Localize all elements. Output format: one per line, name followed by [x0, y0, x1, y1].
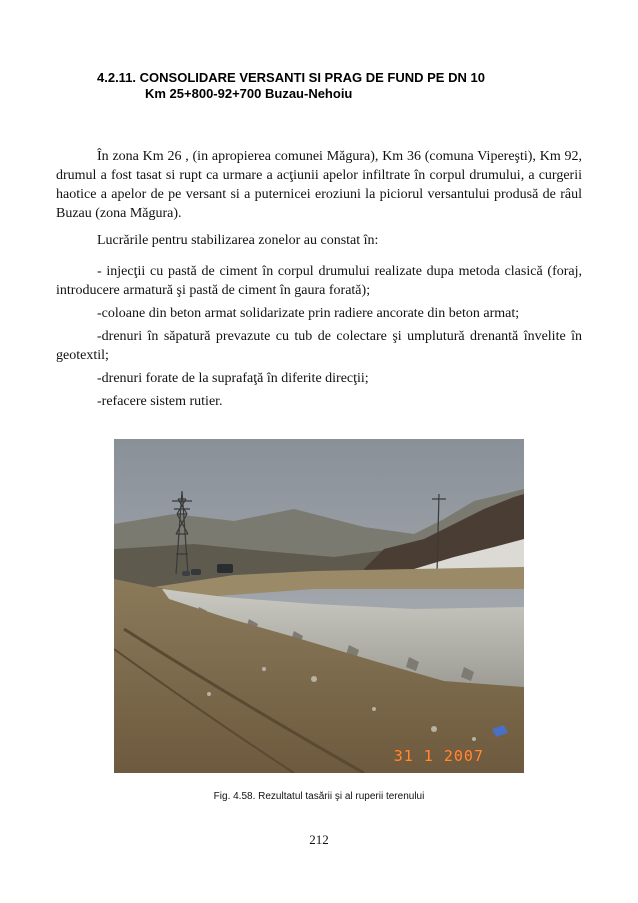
works-list-item: -drenuri în săpatură prevazute cu tub de colectare şi umplutură drenantă învelite în geotextil;: [56, 329, 582, 363]
works-list-item: -coloane din beton armat solidarizate prin radiere ancorate din beton armat;: [97, 306, 520, 321]
site-photo: [114, 439, 524, 773]
section-heading: [97, 70, 485, 102]
page-number: 212: [309, 832, 329, 847]
works-intro-block: [56, 231, 582, 250]
intro-paragraph-block: [56, 147, 582, 223]
works-list-item: - injecţii cu pastă de ciment în corpul drumului realizate dupa metoda clasică (foraj, introducere armatură şi pastă de ciment în gaura forată);: [56, 264, 582, 298]
photo-date-stamp: 31 1 2007: [393, 747, 484, 765]
works-list: [56, 262, 582, 411]
works-intro-paragraph: Lucrările pentru stabilizarea zonelor au constat în:: [97, 233, 379, 248]
works-list-item: -drenuri forate de la suprafaţă în diferite direcţii;: [97, 371, 369, 386]
section-heading-subtitle: Km 25+800-92+700 Buzau-Nehoiu: [145, 86, 353, 101]
landslide-photo-illustration: [114, 439, 524, 773]
figure-caption: Fig. 4.58. Rezultatul tasării şi al ruperii terenului: [213, 791, 425, 802]
section-heading-title: 4.2.11. CONSOLIDARE VERSANTI SI PRAG DE FUND PE DN 10: [97, 70, 485, 85]
works-list-item: -refacere sistem rutier.: [97, 394, 223, 409]
intro-paragraph: În zona Km 26 , (in apropierea comunei Măgura), Km 36 (comuna Vipereşti), Km 92, drumul a fost tasat si rupt ca urmare a acţiunii apelor infiltrate în corpul drumului, a curgerii haotice a apelor de pe versant si a puternicei eroziuni la piciorul versantului produsă de râul Buzau (zona Măgura).: [56, 149, 582, 221]
